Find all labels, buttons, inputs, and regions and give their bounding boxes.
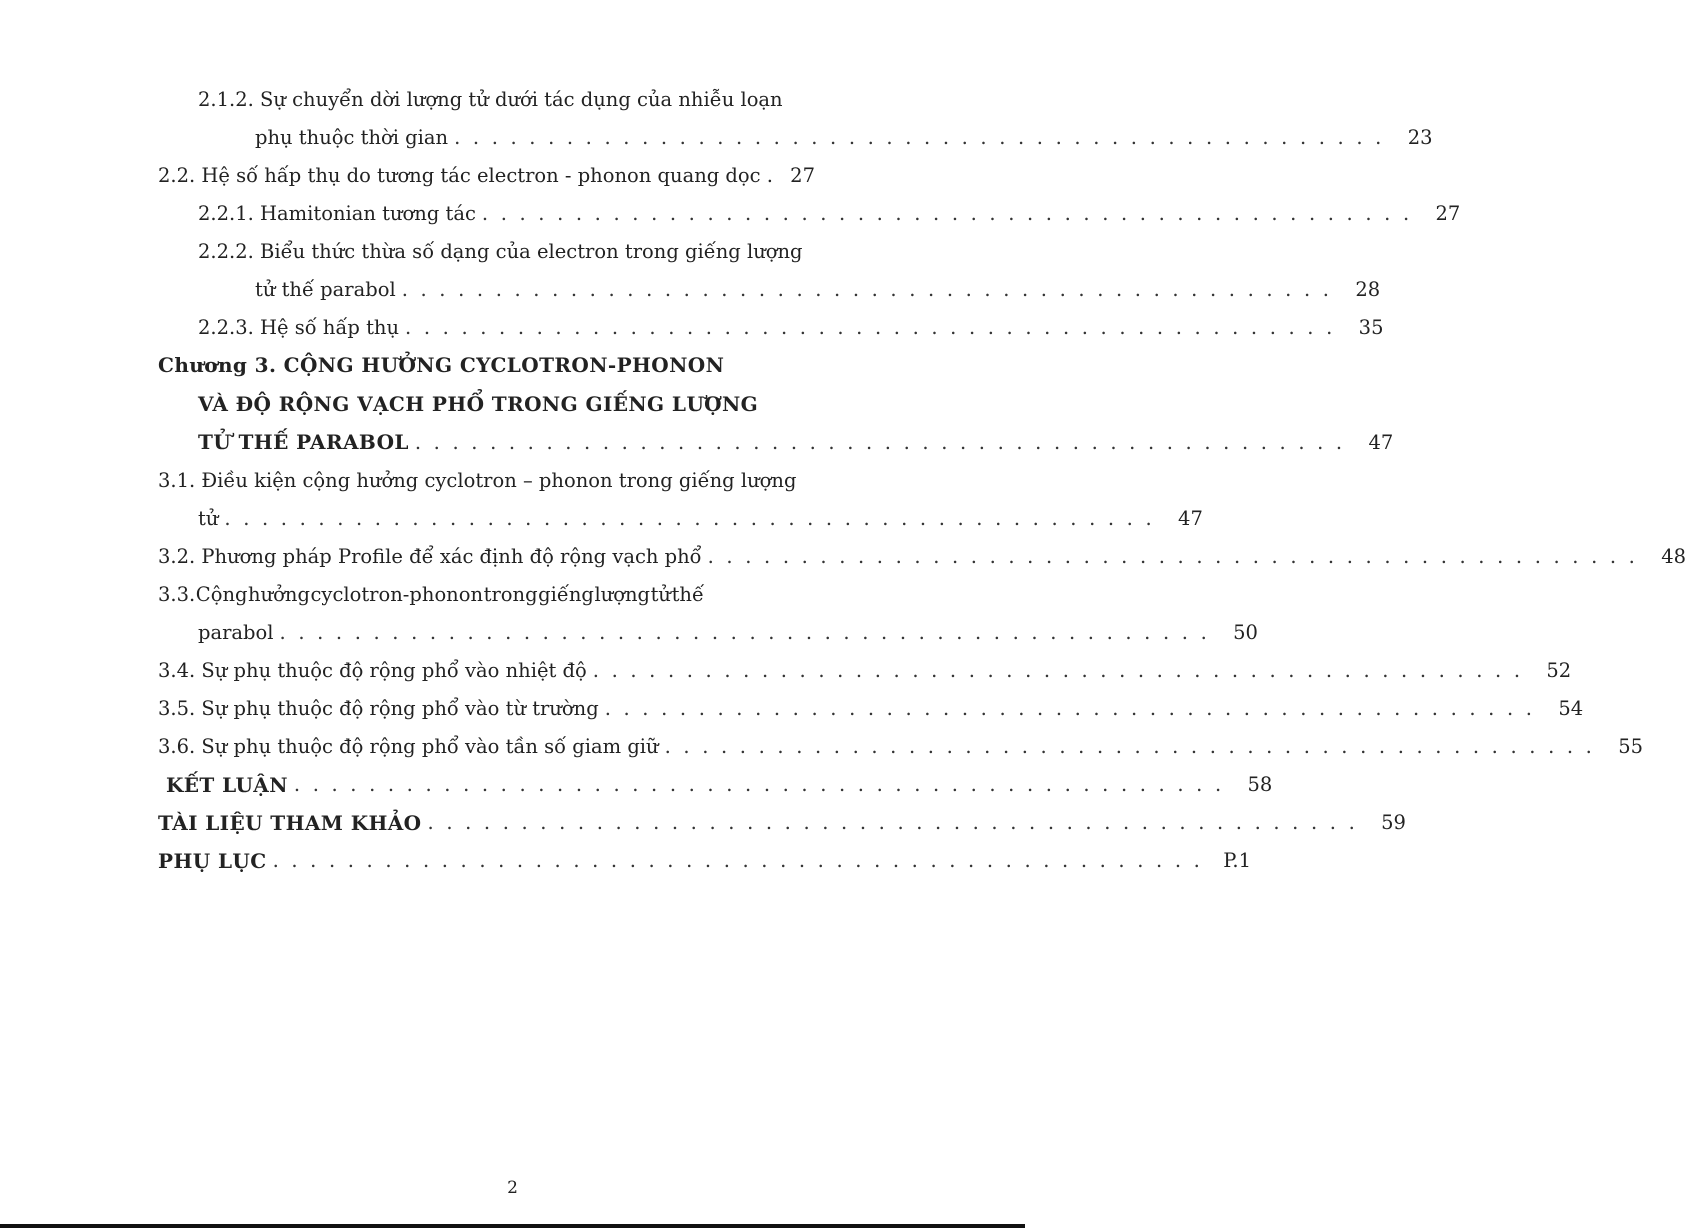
toc-entry-2-2-2-line1 <box>158 232 803 270</box>
toc-entry-text: 3.2. Phương pháp Profile để xác định độ rộng vạch phổ <box>158 545 702 568</box>
toc-entry-text: tử <box>198 507 219 530</box>
toc-page-number: 58 <box>1247 773 1273 796</box>
toc-entry-2-2-2-line2 <box>158 270 1381 308</box>
toc-entry-justified-line <box>158 583 704 606</box>
dot-leader: . . . . . . . . . . . . . . . . . . . . . . . . . . . . . . . . . . . . . . . . . . . . . . . . . . <box>414 430 1346 454</box>
dot-leader: . . . . . . . . . . . . . . . . . . . . . . . . . . . . . . . . . . . . . . . . . . . . . . . . . . <box>454 125 1385 149</box>
toc-entry-text: 2.2.3. Hệ số hấp thụ <box>198 315 400 339</box>
toc-page-number: 27 <box>1435 201 1461 225</box>
toc-page-number: 52 <box>1546 659 1572 682</box>
toc-chapter-3-line2 <box>158 385 798 424</box>
toc-entry-3-4 <box>158 652 1572 690</box>
toc-word: lượng <box>594 583 651 606</box>
toc-entry-3-1-line1 <box>158 462 798 500</box>
toc-entry-text: parabol <box>198 621 274 644</box>
toc-entry-text: 3.5. Sự phụ thuộc độ rộng phổ vào từ trường <box>158 697 599 720</box>
toc-page-number: 50 <box>1233 621 1258 644</box>
toc-entry-2-2-3 <box>158 308 1384 346</box>
dot-leader: . . . . . . . . . . . . . . . . . . . . . . . . . . . . . . . . . . . . . . . . . . . . . . . . . . <box>279 621 1210 644</box>
toc-page-number: 27 <box>790 163 815 187</box>
toc-entry-text: 3.6. Sự phụ thuộc độ rộng phổ vào tần số giam giữ <box>158 735 659 758</box>
toc-entry-text: 2.2.1. Hamitonian tương tác <box>198 201 476 225</box>
page-number: 2 <box>507 1178 518 1198</box>
toc-entry-2-1-2-line2 <box>158 118 1433 156</box>
toc-entry-text: tử thế parabol <box>255 277 396 301</box>
toc-entry-3-2 <box>158 538 1686 576</box>
toc-entry-text: 2.2. Hệ số hấp thụ do tương tác electron - phonon quang dọc . <box>158 163 773 187</box>
toc-phu-luc <box>158 842 1252 880</box>
dot-leader: . . . . . . . . . . . . . . . . . . . . . . . . . . . . . . . . . . . . . . . . . . . . . . . . . . <box>592 659 1524 682</box>
dot-leader: . . . . . . . . . . . . . . . . . . . . . . . . . . . . . . . . . . . . . . . . . . . . . . . . . . <box>224 507 1155 530</box>
table-of-contents <box>158 80 1686 880</box>
toc-entry-text: 2.1.2. Sự chuyển dời lượng tử dưới tác dụng của nhiễu loạn <box>198 87 783 111</box>
toc-entry-text: 2.2.2. Biểu thức thừa số dạng của electron trong giếng lượng <box>198 239 803 263</box>
toc-entry-3-1-line2 <box>158 500 1203 538</box>
toc-entry-text: phụ thuộc thời gian <box>255 125 449 149</box>
dot-leader: . . . . . . . . . . . . . . . . . . . . . . . . . . . . . . . . . . . . . . . . . . . . . . . . . . <box>604 697 1536 720</box>
toc-entry-2-2-1 <box>158 194 1461 232</box>
toc-word: trong <box>483 583 538 606</box>
chapter-title: TỬ THẾ PARABOL <box>198 430 409 455</box>
dot-leader: . . . . . . . . . . . . . . . . . . . . . . . . . . . . . . . . . . . . . . . . . . . . . . . . . . <box>427 811 1358 834</box>
dot-leader: . . . . . . . . . . . . . . . . . . . . . . . . . . . . . . . . . . . . . . . . . . . . . . . . . . <box>707 545 1639 568</box>
dot-leader: . . . . . . . . . . . . . . . . . . . . . . . . . . . . . . . . . . . . . . . . . . . . . . . . . . <box>272 849 1204 872</box>
toc-word: cyclotron-phonon <box>310 583 484 606</box>
dot-leader: . . . . . . . . . . . . . . . . . . . . . . . . . . . . . . . . . . . . . . . . . . . . . . . . . . <box>481 201 1413 225</box>
toc-page-number: 23 <box>1407 125 1433 149</box>
toc-entry-text: PHỤ LỤC <box>158 848 267 873</box>
bottom-border <box>0 1224 1025 1228</box>
toc-entry-2-2 <box>158 156 815 194</box>
toc-page-number: 47 <box>1178 507 1203 530</box>
toc-ket-luan <box>158 766 1273 804</box>
dot-leader: . . . . . . . . . . . . . . . . . . . . . . . . . . . . . . . . . . . . . . . . . . . . . . . . . . <box>401 277 1333 301</box>
dot-leader: . . . . . . . . . . . . . . . . . . . . . . . . . . . . . . . . . . . . . . . . . . . . . . . . . . <box>293 773 1225 796</box>
toc-word: Cộng <box>195 583 248 606</box>
chapter-title: Chương 3. CỘNG HƯỞNG CYCLOTRON-PHONON <box>158 353 725 378</box>
toc-word: tử <box>650 583 671 606</box>
chapter-title: VÀ ĐỘ RỘNG VẠCH PHỔ TRONG GIẾNG LƯỢNG <box>198 391 759 416</box>
toc-word: giếng <box>538 583 594 606</box>
toc-entry-3-3-line1 <box>158 576 798 614</box>
dot-leader: . . . . . . . . . . . . . . . . . . . . . . . . . . . . . . . . . . . . . . . . . . . . . . . . . . <box>664 735 1596 758</box>
toc-entry-2-1-2-line1 <box>158 80 798 118</box>
toc-entry-3-5 <box>158 690 1584 728</box>
toc-chapter-3-line3 <box>158 423 1394 462</box>
toc-chapter-3-line1 <box>158 346 798 385</box>
toc-word: 3.3. <box>158 583 196 606</box>
toc-page-number: 47 <box>1368 430 1394 454</box>
dot-leader: . . . . . . . . . . . . . . . . . . . . . . . . . . . . . . . . . . . . . . . . . . . . . . . . . . <box>405 315 1336 339</box>
toc-entry-text: TÀI LIỆU THAM KHẢO <box>158 810 422 835</box>
toc-word: thế <box>671 583 704 606</box>
toc-page-number: 35 <box>1358 315 1384 339</box>
toc-entry-text: 3.1. Điều kiện cộng hưởng cyclotron – phonon trong giếng lượng <box>158 469 797 492</box>
toc-entry-3-6 <box>158 728 1644 766</box>
toc-word: hưởng <box>248 583 310 606</box>
toc-page-number: P.1 <box>1223 849 1252 872</box>
toc-page-number: 55 <box>1618 735 1644 758</box>
toc-entry-3-3-line2 <box>158 614 1258 652</box>
toc-page-number: 28 <box>1355 277 1381 301</box>
toc-entry-text: KẾT LUẬN <box>166 772 288 797</box>
toc-page-number: 54 <box>1558 697 1584 720</box>
toc-page-number: 48 <box>1661 545 1686 568</box>
toc-tai-lieu <box>158 804 1406 842</box>
toc-page-number: 59 <box>1381 811 1406 834</box>
toc-entry-text: 3.4. Sự phụ thuộc độ rộng phổ vào nhiệt độ <box>158 659 587 682</box>
